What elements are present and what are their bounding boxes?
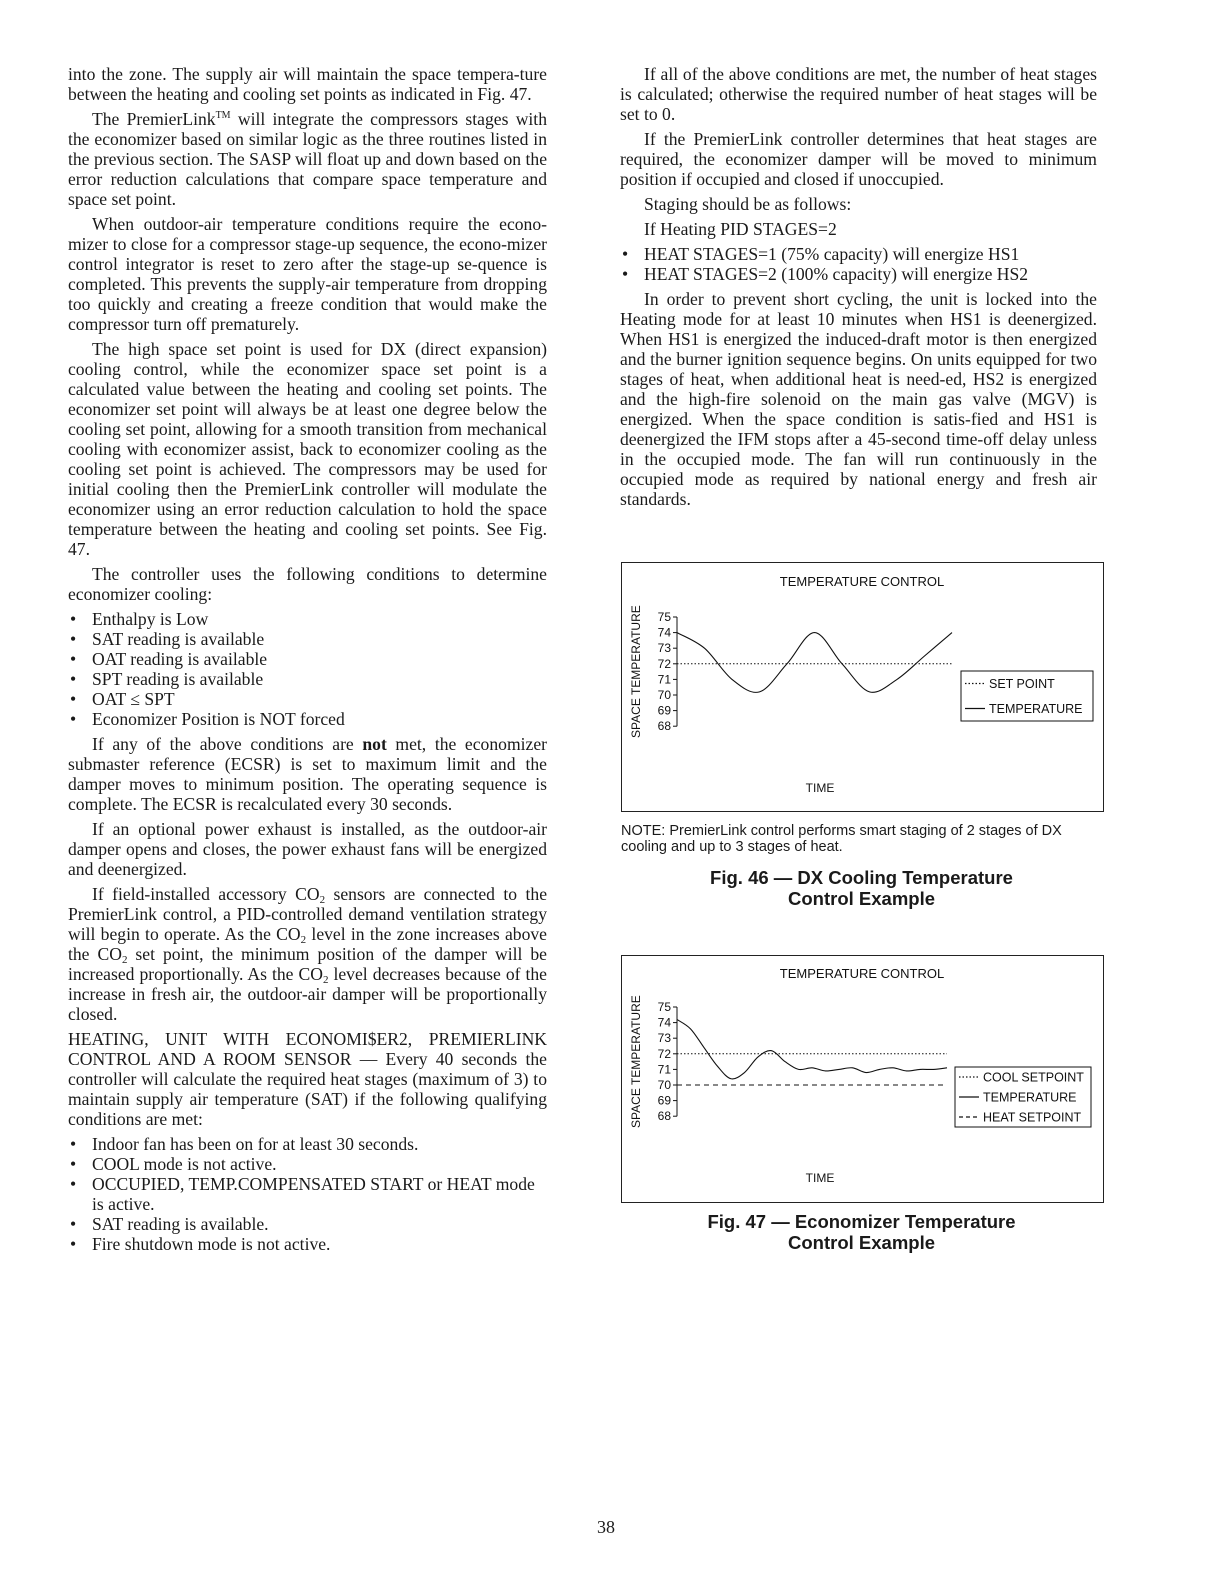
list-item: • HEAT STAGES=2 (100% capacity) will energize HS2	[620, 264, 1097, 284]
y-tick-label: 75	[657, 610, 671, 624]
paragraph	[68, 109, 547, 209]
paragraph: If the PremierLink controller determines that heat stages are required, the economizer damper will be moved to minimum position if occupied and closed if unoccupied.	[620, 129, 1097, 189]
paragraph	[68, 884, 547, 1024]
y-tick-label: 69	[657, 1093, 671, 1108]
y-tick-label: 71	[657, 1062, 671, 1077]
bullet-list	[68, 609, 547, 729]
text-span: The PremierLink	[92, 109, 216, 129]
paragraph: into the zone. The supply air will maintain the space tempera-ture between the heating and cooling set points as indicated in Fig. 47.	[68, 64, 547, 104]
y-tick-label: 71	[657, 672, 671, 687]
y-tick-label: 73	[657, 1031, 671, 1046]
emphasis: not	[362, 734, 387, 754]
legend-label: COOL SETPOINT	[983, 1070, 1084, 1085]
left-column	[68, 64, 547, 1259]
paragraph: The high space set point is used for DX (direct expansion) cooling control, while the economizer space set point is a calculated value between the heating and cooling set points. The economizer set point will always be at least one degree below the cooling set point, allowing for a smooth transition from mechanical cooling with economizer assist, back to economizer cooling as the cooling set point is achieved. The compressors may be used for initial cooling then the PremierLink controller will modulate the economizer using an error reduction calculation to hold the space temperature between the heating and cooling set points. See Fig. 47.	[68, 339, 547, 559]
legend-label: TEMPERATURE	[989, 702, 1083, 716]
figure-note: NOTE: PremierLink control performs smart staging of 2 stages of DX cooling and up to 3 stages of heat.	[621, 823, 1062, 855]
subscript: 2	[319, 894, 326, 906]
paragraph	[68, 734, 547, 814]
list-item: • COOL mode is not active.	[68, 1154, 547, 1174]
subscript: 2	[121, 954, 128, 966]
x-axis-label: TIME	[805, 781, 835, 795]
y-tick-label: 74	[657, 625, 671, 640]
list-item: • Economizer Position is NOT forced	[68, 709, 547, 729]
list-item: • HEAT STAGES=1 (75% capacity) will energize HS1	[620, 244, 1097, 264]
y-tick-label: 72	[657, 1046, 671, 1061]
list-item: • Enthalpy is Low	[68, 609, 547, 629]
text-span: level in the zone increases above the CO	[68, 924, 547, 964]
y-axis-label: SPACE TEMPERATURE	[629, 995, 643, 1128]
bullet-list	[620, 244, 1097, 284]
list-item: • Indoor fan has been on for at least 30 seconds.	[68, 1134, 547, 1154]
y-tick-label: 74	[657, 1015, 671, 1030]
x-axis-label: TIME	[805, 1171, 835, 1185]
paragraph: If Heating PID STAGES=2	[644, 219, 837, 239]
series-line-temperature	[677, 1019, 947, 1078]
chart-46-svg	[622, 563, 1103, 811]
text-span: If field-installed accessory CO	[92, 884, 320, 904]
figure-47-caption	[621, 1211, 1102, 1253]
page-number: 38	[597, 1517, 615, 1537]
section-heading: HEATING, UNIT WITH ECONOMI$ER2, PREMIERLINK CONTROL AND A ROOM SENSOR	[68, 1029, 547, 1069]
list-item: • OCCUPIED, TEMP.COMPENSATED START or HEAT mode is active.	[68, 1174, 547, 1214]
chart-47-svg	[622, 956, 1103, 1202]
legend-label: SET POINT	[989, 677, 1055, 691]
y-tick-label: 73	[657, 641, 671, 656]
caption-line: Control Example	[788, 1232, 935, 1253]
paragraph: If all of the above conditions are met, the number of heat stages is calculated; otherwise the required number of heat stages will be set to 0.	[620, 64, 1097, 124]
y-tick-label: 75	[657, 1000, 671, 1014]
list-item: • SAT reading is available.	[68, 1214, 547, 1234]
trademark-mark: TM	[215, 110, 231, 121]
text-span: set point, the minimum position of the damper will be increased proportionally. As the CO	[68, 944, 547, 984]
caption-line: Fig. 46 — DX Cooling Temperature	[710, 867, 1013, 888]
y-tick-label: 72	[657, 656, 671, 671]
paragraph: If an optional power exhaust is installed, as the outdoor-air damper opens and closes, the power exhaust fans will be energized and deenergized.	[68, 819, 547, 879]
right-column	[620, 64, 1097, 514]
caption-line: Control Example	[788, 888, 935, 909]
figure-46-chart	[621, 562, 1104, 812]
text-span: met, the economizer submaster reference (ECSR) is set to maximum limit and the damper moves to minimum position. The operating sequence is complete. The ECSR is recalculated every 30 seconds.	[68, 734, 547, 814]
figure-47-chart	[621, 955, 1104, 1203]
y-tick-label: 70	[657, 1078, 671, 1092]
text-span: If any of the above conditions are	[92, 734, 363, 754]
legend-label: HEAT SETPOINT	[983, 1110, 1082, 1125]
list-item: • Fire shutdown mode is not active.	[68, 1234, 547, 1254]
paragraph: Staging should be as follows:	[644, 194, 852, 214]
text-span: sensors are connected to the PremierLink control, a PID-controlled demand ventilation strategy will begin to operate. As the CO	[68, 884, 547, 944]
list-item: • SPT reading is available	[68, 669, 547, 689]
subscript: 2	[300, 934, 307, 946]
y-tick-label: 70	[657, 688, 671, 702]
text-span: — Every 40 seconds the controller will calculate the required heat stages (maximum of 3) to maintain supply air temperature (SAT) if the following qualifying conditions are met:	[68, 1049, 547, 1129]
list-item: • OAT reading is available	[68, 649, 547, 669]
paragraph	[68, 1029, 547, 1129]
y-tick-label: 69	[657, 703, 671, 718]
caption-line: Fig. 47 — Economizer Temperature	[707, 1211, 1016, 1232]
text-span: level decreases because of the increase in fresh air, the outdoor-air damper will be proportionally closed.	[68, 964, 547, 1024]
paragraph: In order to prevent short cycling, the unit is locked into the Heating mode for at least 10 minutes when HS1 is deenergized. When HS1 is energized the induced-draft motor is then energized and the burner ignition sequence begins. On units equipped for two stages of heat, when additional heat is need-ed, HS2 is energized and the high-fire solenoid on the main gas valve (MGV) is energized. When the space condition is satis-fied and HS1 is deenergized the IFM stops after a 45-second time-off delay unless in the occupied mode. The fan will run continuously in the occupied mode as required by national energy and fresh air standards.	[620, 289, 1097, 509]
chart-title: TEMPERATURE CONTROL	[779, 966, 945, 981]
y-tick-label: 68	[657, 1109, 671, 1124]
list-item: • SAT reading is available	[68, 629, 547, 649]
paragraph: When outdoor-air temperature conditions require the econo-mizer to close for a compressor stage-up sequence, the econo-mizer control integrator is reset to zero after the stage-up se-quence is completed. This prevents the supply-air temperature from dropping too quickly and creating a freeze condition that would make the compressor turn off prematurely.	[68, 214, 547, 334]
series-line-temperature	[677, 633, 952, 693]
subscript: 2	[322, 974, 329, 986]
figure-46-caption	[621, 867, 1102, 909]
list-item: • OAT ≤ SPT	[68, 689, 547, 709]
bullet-list	[68, 1134, 547, 1254]
text-span: will integrate the compressors stages with the economizer based on similar logic as the three routines listed in the previous section. The SASP will float up and down based on the error reduction calculations that compare space temperature and space set point.	[68, 109, 547, 209]
paragraph: The controller uses the following conditions to determine economizer cooling:	[68, 564, 547, 604]
chart-title: TEMPERATURE CONTROL	[779, 574, 945, 589]
y-axis-label: SPACE TEMPERATURE	[629, 605, 643, 738]
y-tick-label: 68	[657, 719, 671, 734]
legend-label: TEMPERATURE	[983, 1090, 1077, 1105]
